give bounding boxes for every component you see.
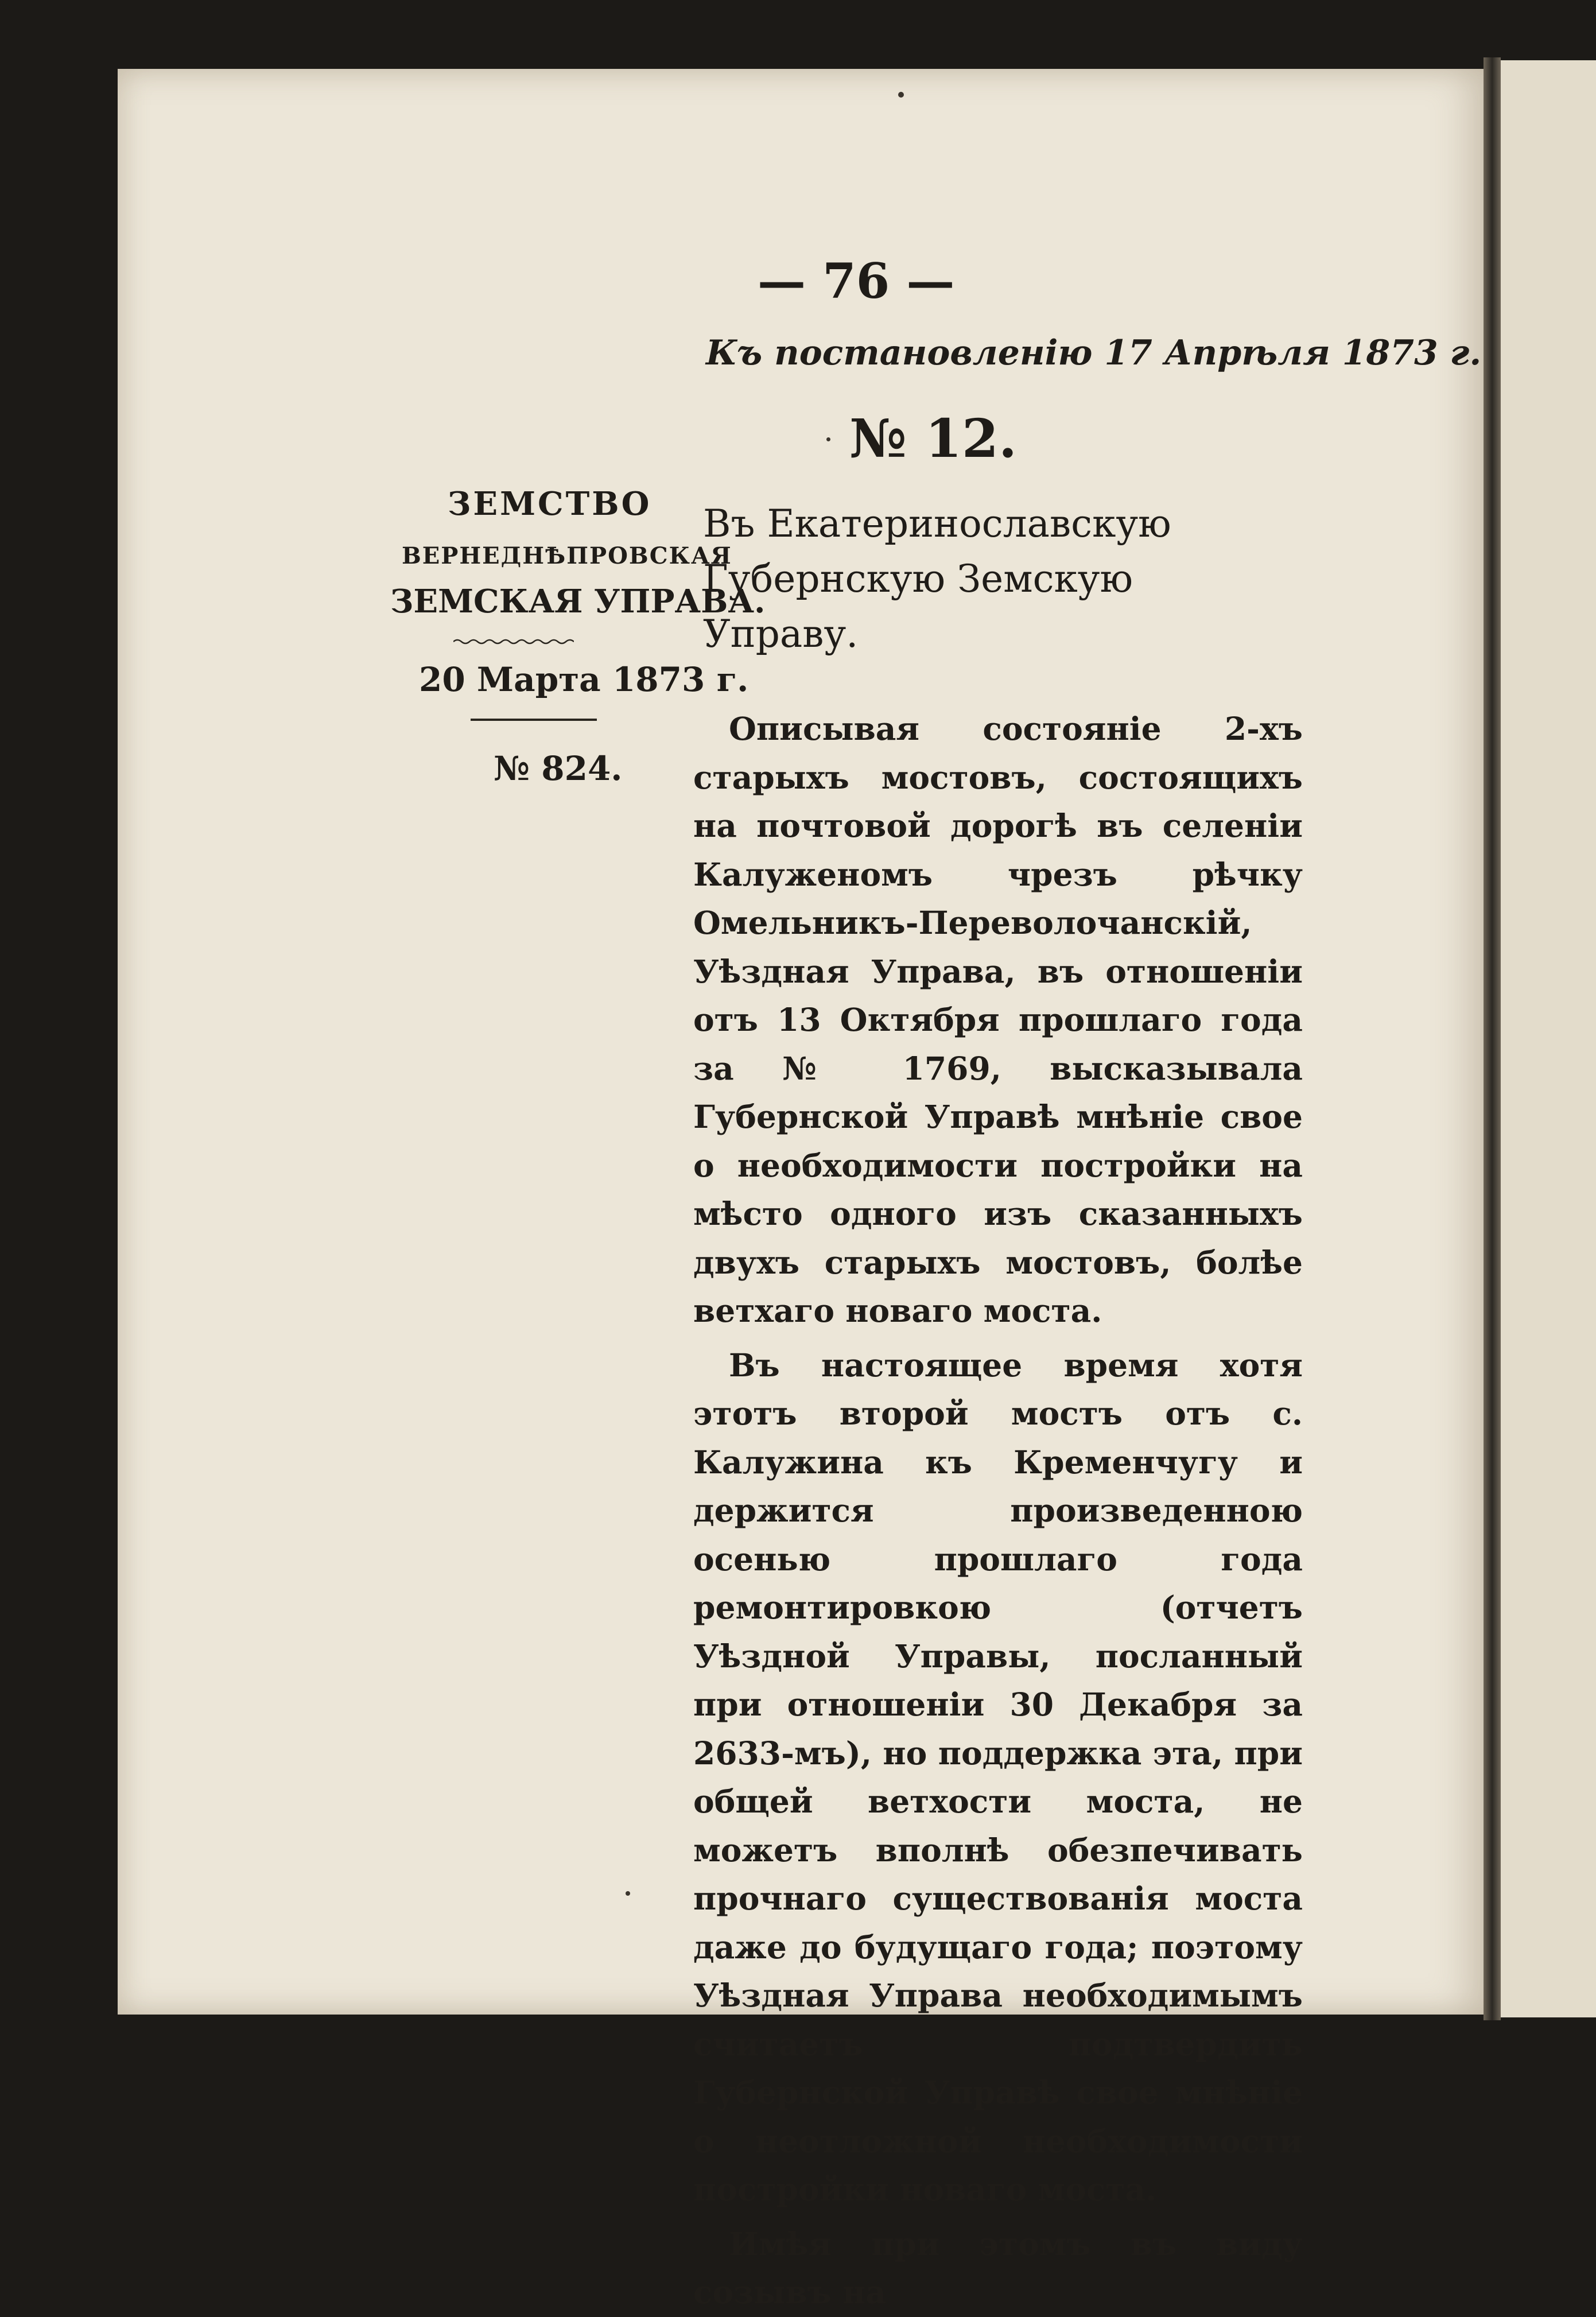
sender-org-subtitle: ВЕРНЕДНѢПРОВСКАЯ [402,542,732,569]
body-paragraph: Описывая состояніе 2-хъ старыхъ мостовъ, состоящихъ на почтовой дорогѣ въ селеніи Калуженомъ чрезъ рѣчку Омельникъ-Переволочанскій, Уѣздная Управа, въ отношеніи отъ 13 Октября прошлаго года за № 1769, высказывала Губернской Управѣ мнѣніе свое о необходимости постройки на мѣсто одного изъ сказанныхъ двухъ старыхъ мостовъ, болѣе ветхаго новаго моста. [693,710,1303,1329]
paper-speck [826,437,830,441]
letter-body [693,705,1303,2317]
ruling-reference: Къ постановленію 17 Апрѣля 1873 г. [706,333,1482,373]
letter-date: 20 Марта 1873 г. [419,660,749,699]
paper-speck [626,1891,630,1896]
body-paragraph: Въ настоящее время хотя этотъ второй мостъ отъ с. Калужина къ Кременчугу и держится произведенною осенью прошлаго года ремонтировкою (отчетъ Уѣздной Управы, посланный при отношеніи 30 Декабря за 2633-мъ), но поддержка эта, при общей ветхости моста, не можетъ вполнѣ обезпечивать прочнаго существованія моста даже до будущаго года; поэтому Уѣздная Управа необходимымъ считаетъ подтвердить Губернской Управѣ свое мнѣніе о неотложной необходимости постройки новаго моста. [693,1346,1303,2208]
divider-rule [471,719,597,721]
next-page-edge [1501,60,1596,2017]
recipient-address: Въ Екатеринославскую Губернскую Земскую Управу. [703,502,1171,656]
body-paragraph: Имѣя при этомъ въ виду созывъ на [693,2225,1303,2311]
book-gutter [1484,57,1501,2020]
document-number: № 12. [849,407,1018,469]
bleed-through-text [367,344,714,387]
page-number: — 76 — [758,253,955,309]
sender-org-name: ЗЕМСКАЯ УПРАВА. [390,583,766,620]
sender-org-title: ЗЕМСТВО [448,485,652,523]
paper-speck [898,92,904,98]
wavy-underline [453,638,574,645]
outgoing-number: № 824. [494,749,623,788]
